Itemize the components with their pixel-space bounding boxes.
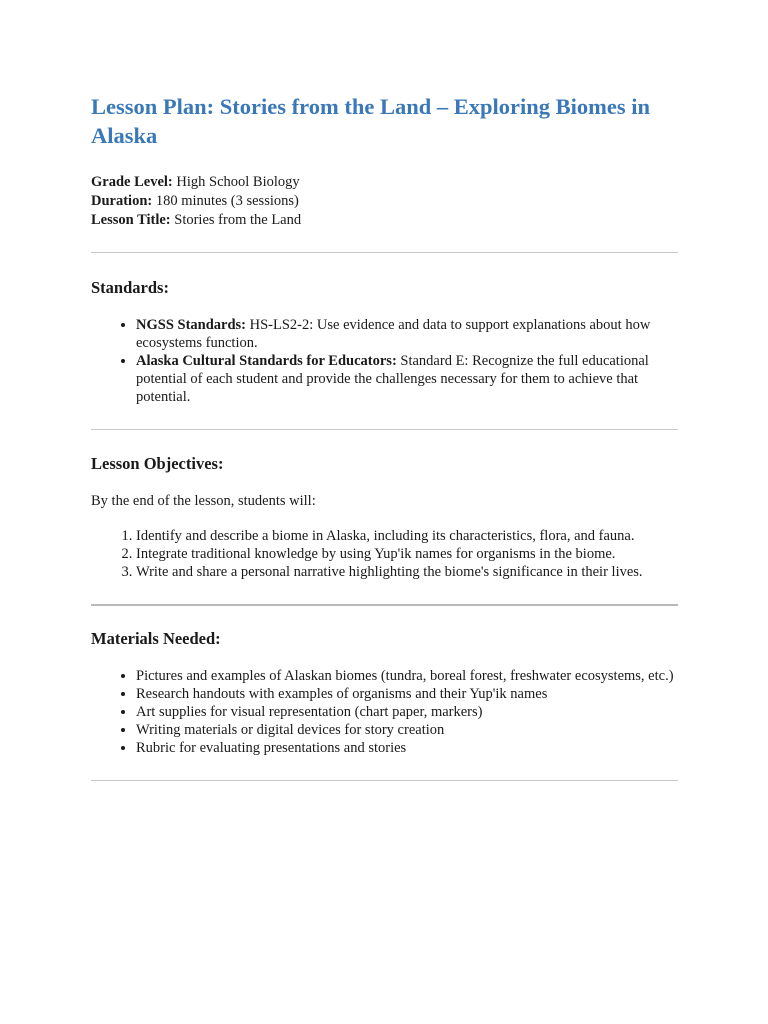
divider [91, 429, 678, 430]
standard-text: Standard E: Recognize the full educational potential of each student and provide the challenges necessary for them to achieve that potential. [136, 353, 649, 405]
list-item: • Rubric for evaluating presentations and stories [136, 739, 678, 757]
materials-heading-part2: Needed: [158, 629, 221, 648]
lesson-title-value: Stories from the Land [170, 212, 302, 228]
objectives-intro: By the end of the lesson, students will: [91, 493, 316, 509]
lesson-title-line [91, 211, 678, 230]
document-page [91, 92, 678, 781]
grade-level-label: Grade Level: [91, 174, 173, 190]
materials-list [91, 667, 678, 757]
list-item: • Pictures and examples of Alaskan biomes (tundra, boreal forest, freshwater ecosystems, etc.) [136, 667, 678, 685]
divider [91, 780, 678, 781]
objectives-list [91, 527, 678, 581]
standard-text: HS-LS2-2: Use evidence and data to support explanations about how ecosystems function. [136, 317, 651, 351]
objectives-heading: Lesson Objectives: [91, 454, 224, 473]
list-item: 1. Identify and describe a biome in Alaska, including its characteristics, flora, and fauna. [136, 527, 678, 545]
list-item: • Writing materials or digital devices for story creation [136, 721, 678, 739]
lesson-meta [91, 173, 678, 230]
grade-level-line [91, 173, 678, 192]
list-item [136, 316, 678, 352]
lesson-title-label: Lesson Title: [91, 212, 171, 228]
duration-value: 180 minutes (3 sessions) [152, 193, 299, 209]
standard-label: NGSS Standards: [136, 317, 246, 333]
list-item [136, 352, 678, 406]
standards-list [91, 316, 678, 406]
duration-label: Duration: [91, 193, 153, 209]
page-title: Lesson Plan: Stories from the Land – Exploring Biomes in Alaska [91, 94, 651, 148]
duration-line [91, 192, 678, 211]
grade-level-value: High School Biology [172, 174, 300, 190]
standard-label: Alaska Cultural Standards for Educators: [136, 353, 397, 369]
list-item: • Research handouts with examples of organisms and their Yup'ik names [136, 685, 678, 703]
list-item: 2. Integrate traditional knowledge by using Yup'ik names for organisms in the biome. [136, 545, 678, 563]
standards-heading: Standards: [91, 278, 169, 297]
divider [91, 604, 678, 606]
divider [91, 252, 678, 253]
materials-heading-part1: Materials [91, 629, 159, 648]
list-item: • Art supplies for visual representation (chart paper, markers) [136, 703, 678, 721]
list-item: 3. Write and share a personal narrative highlighting the biome's significance in their lives. [136, 563, 678, 581]
materials-heading [91, 628, 678, 650]
